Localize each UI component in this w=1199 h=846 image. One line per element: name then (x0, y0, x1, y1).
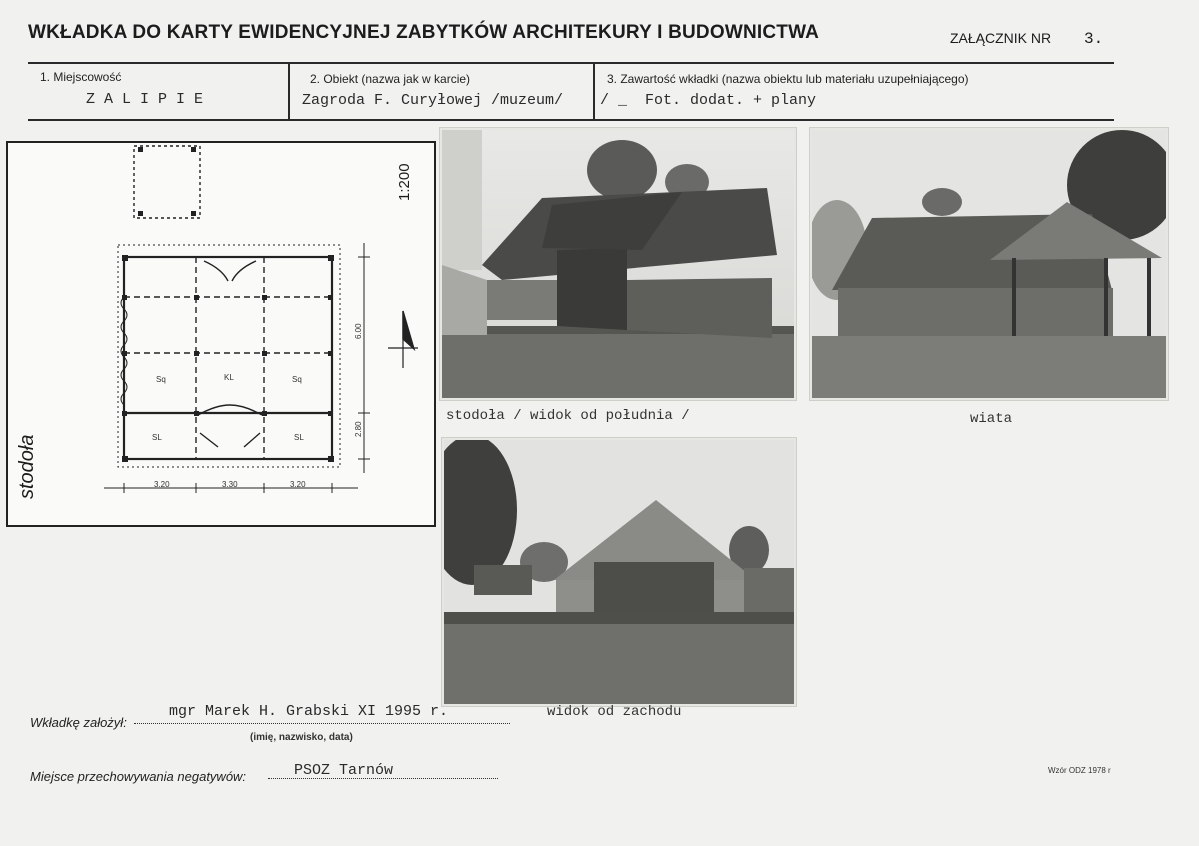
dimension-label: 2.80 (354, 421, 363, 437)
annex-label: ZAŁĄCZNIK NR (950, 30, 1052, 46)
dimension-label: 3.20 (290, 480, 306, 489)
form-code: Wzór ODZ 1978 r (1048, 766, 1111, 775)
dimension-label: 6.00 (354, 323, 363, 339)
photo-caption-barn-west: widok od zachodu (547, 704, 682, 720)
room-label: Sq (156, 375, 166, 384)
floor-plan-drawing (6, 141, 436, 527)
photo-caption-barn-south: stodoła / widok od południa / (446, 408, 690, 424)
room-label: SL (152, 433, 162, 442)
author-dotted-line (134, 722, 510, 724)
place-label: 1. Miejscowość (40, 70, 122, 84)
page-title: WKŁADKA DO KARTY EWIDENCYJNEJ ZABYTKÓW ARCHITEKURY I BUDOWNICTWA (28, 22, 820, 43)
dimension-label: 3.30 (222, 480, 238, 489)
place-value: ZALIPIE (86, 91, 213, 108)
plan-scale: 1:200 (396, 163, 413, 201)
negatives-value: PSOZ Tarnów (294, 762, 394, 779)
plan-building-name: stodoła (16, 434, 38, 499)
header-rule-bottom (28, 119, 1114, 121)
object-value: Zagroda F. Curyłowej /muzeum/ (302, 92, 564, 109)
floor-plan-svg (8, 143, 434, 525)
dimension-label: 3.20 (154, 480, 170, 489)
photo-barn-west (442, 438, 796, 706)
photo-caption-shed: wiata (970, 411, 1013, 427)
room-label: Sq (292, 375, 302, 384)
photo-shed (810, 128, 1168, 400)
negatives-label: Miejsce przechowywania negatywów: (30, 769, 247, 784)
contents-label: 3. Zawartość wkładki (nazwa obiektu lub materiału uzupełniającego) (607, 72, 969, 86)
field-divider-1 (288, 62, 290, 120)
author-label: Wkładkę założył: (30, 715, 127, 730)
photo-barn-south (440, 128, 796, 400)
author-hint: (imię, nazwisko, data) (250, 732, 353, 743)
contents-value: Fot. dodat. + plany (645, 92, 817, 109)
contents-value-prefix: / _ (600, 92, 628, 109)
author-value: mgr Marek H. Grabski XI 1995 r. (169, 703, 449, 720)
annex-number: 3. (1084, 30, 1104, 48)
room-label: KL (224, 373, 234, 382)
object-label: 2. Obiekt (nazwa jak w karcie) (310, 72, 471, 86)
header-rule-top (28, 62, 1114, 64)
barn-walls (124, 257, 332, 459)
field-divider-2 (593, 62, 595, 120)
outbuilding-outline (134, 146, 200, 218)
room-label: SL (294, 433, 304, 442)
